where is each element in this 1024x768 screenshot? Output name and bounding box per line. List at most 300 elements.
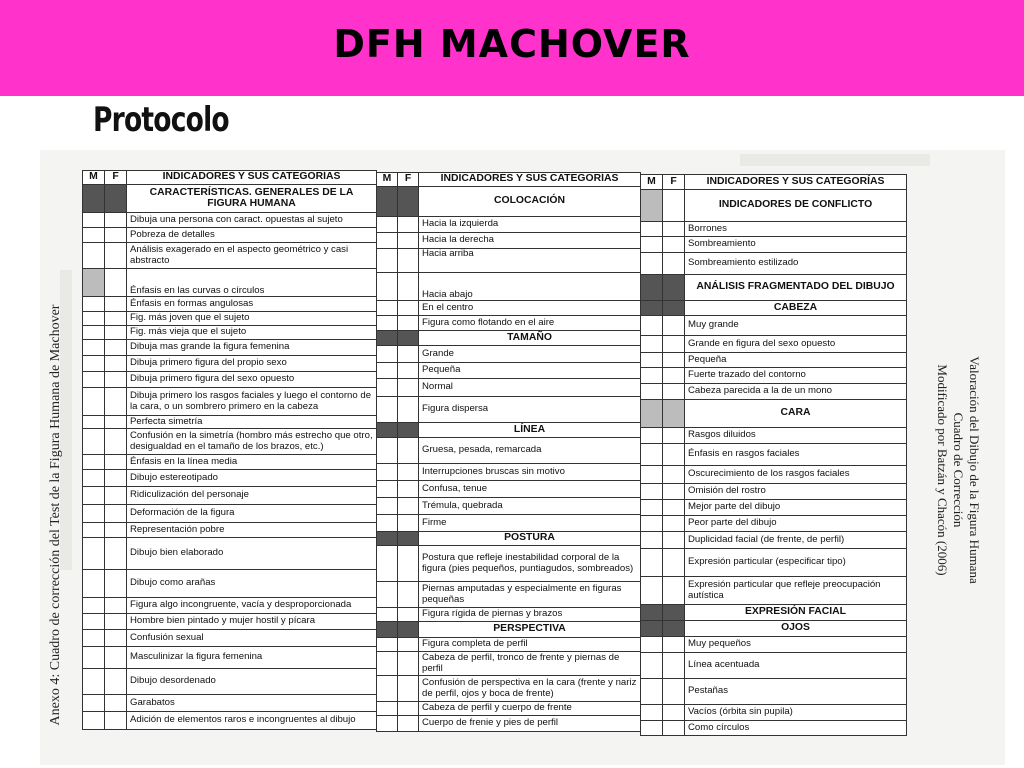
table-row <box>641 500 907 516</box>
indicator-label: Figura como flotando en el aire <box>419 316 641 331</box>
table-row <box>377 363 641 379</box>
indicator-label: Pequeña <box>419 363 641 379</box>
f-cell[interactable] <box>663 222 685 237</box>
indicator-label: Figura rígida de piernas y brazos <box>419 608 641 622</box>
m-cell[interactable] <box>377 638 398 652</box>
f-cell[interactable] <box>398 233 419 249</box>
indicator-label: Garabatos <box>127 695 377 712</box>
table-row <box>83 630 377 647</box>
table-row <box>83 297 377 312</box>
m-cell <box>83 185 105 213</box>
m-cell[interactable] <box>377 716 398 732</box>
f-cell[interactable] <box>663 532 685 549</box>
m-cell[interactable] <box>641 637 663 653</box>
m-cell <box>377 331 398 346</box>
f-cell[interactable] <box>663 316 685 336</box>
m-header: M <box>641 175 663 190</box>
table-row <box>83 269 377 297</box>
f-cell[interactable] <box>663 516 685 532</box>
f-cell[interactable] <box>398 608 419 622</box>
indicator-label: Confusión en la simetría (hombro más estrecho que otro, desigualdad en el tamaño de los brazos, etc.) <box>127 429 377 455</box>
table-row <box>377 379 641 397</box>
table-row <box>377 331 641 346</box>
f-cell[interactable] <box>105 669 127 695</box>
f-cell[interactable] <box>398 582 419 608</box>
f-cell[interactable] <box>398 515 419 532</box>
f-cell[interactable] <box>663 679 685 705</box>
indicator-label: Vacíos (órbita sin pupila) <box>685 705 907 721</box>
m-cell[interactable] <box>377 346 398 363</box>
f-cell <box>398 423 419 438</box>
m-cell[interactable] <box>377 438 398 464</box>
m-cell[interactable] <box>377 217 398 233</box>
f-cell[interactable] <box>105 455 127 470</box>
table-row <box>641 705 907 721</box>
table-row <box>641 190 907 222</box>
f-cell[interactable] <box>398 316 419 331</box>
m-cell[interactable] <box>641 705 663 721</box>
table-row <box>377 676 641 702</box>
m-header: M <box>83 171 105 185</box>
f-cell[interactable] <box>663 484 685 500</box>
indicator-label: Pequeña <box>685 353 907 368</box>
category-header: CARA <box>685 400 907 428</box>
indicator-label: Rasgos diluidos <box>685 428 907 444</box>
f-cell[interactable] <box>398 638 419 652</box>
f-cell[interactable] <box>398 652 419 676</box>
table-row <box>641 516 907 532</box>
table-row <box>641 577 907 605</box>
table-row <box>83 228 377 243</box>
m-cell[interactable] <box>83 356 105 372</box>
table-row <box>83 712 377 730</box>
m-cell[interactable] <box>83 269 105 297</box>
m-cell[interactable] <box>641 532 663 549</box>
section-subtitle: Protocolo <box>93 100 229 140</box>
indicator-label: Hacia la derecha <box>419 233 641 249</box>
f-cell[interactable] <box>105 326 127 340</box>
m-cell <box>377 622 398 638</box>
table-row <box>377 498 641 515</box>
m-cell <box>377 187 398 217</box>
indicator-label: Dibujo estereotipado <box>127 470 377 487</box>
f-cell <box>105 185 127 213</box>
m-cell[interactable] <box>377 546 398 582</box>
m-cell[interactable] <box>83 523 105 538</box>
m-cell[interactable] <box>377 301 398 316</box>
m-cell[interactable] <box>641 222 663 237</box>
m-cell[interactable] <box>641 679 663 705</box>
f-cell[interactable] <box>105 372 127 388</box>
category-header: CABEZA <box>685 301 907 316</box>
indicator-label: Confusión sexual <box>127 630 377 647</box>
indicator-label: Hacia la izquierda <box>419 217 641 233</box>
m-cell[interactable] <box>377 273 398 301</box>
indicator-label: Duplicidad facial (de frente, de perfil) <box>685 532 907 549</box>
table-row <box>377 481 641 498</box>
indicators-header: INDICADORES Y SUS CATEGORÍAS <box>419 173 641 187</box>
table-row <box>641 444 907 466</box>
f-cell[interactable] <box>663 384 685 400</box>
table-row <box>377 316 641 331</box>
f-cell[interactable] <box>398 546 419 582</box>
table-row <box>641 637 907 653</box>
f-cell[interactable] <box>398 702 419 716</box>
f-cell[interactable] <box>105 297 127 312</box>
f-cell[interactable] <box>663 705 685 721</box>
m-cell[interactable] <box>377 676 398 702</box>
f-cell[interactable] <box>105 538 127 570</box>
f-cell[interactable] <box>105 614 127 630</box>
f-cell[interactable] <box>663 336 685 353</box>
m-cell[interactable] <box>377 481 398 498</box>
f-cell[interactable] <box>105 388 127 416</box>
table-row <box>377 608 641 622</box>
table-row <box>641 222 907 237</box>
indicator-label: Dibuja primero figura del sexo opuesto <box>127 372 377 388</box>
indicator-label: Perfecta simetría <box>127 416 377 429</box>
f-cell[interactable] <box>663 653 685 679</box>
m-cell[interactable] <box>83 326 105 340</box>
m-cell[interactable] <box>83 213 105 228</box>
f-cell <box>398 331 419 346</box>
m-cell[interactable] <box>83 647 105 669</box>
f-cell[interactable] <box>398 301 419 316</box>
f-header: F <box>105 171 127 185</box>
table-row <box>377 464 641 481</box>
bleed-through-mark <box>740 154 930 166</box>
table-row <box>83 372 377 388</box>
f-cell[interactable] <box>105 523 127 538</box>
f-cell[interactable] <box>398 363 419 379</box>
f-cell[interactable] <box>105 340 127 356</box>
m-cell[interactable] <box>83 429 105 455</box>
table-row <box>377 515 641 532</box>
indicator-label: Hacia arriba <box>419 249 641 273</box>
table-header-row <box>377 173 641 187</box>
table-row <box>641 253 907 275</box>
table-row <box>83 185 377 213</box>
m-cell[interactable] <box>641 384 663 400</box>
f-header: F <box>663 175 685 190</box>
f-cell[interactable] <box>398 498 419 515</box>
m-cell[interactable] <box>641 721 663 736</box>
f-cell[interactable] <box>663 577 685 605</box>
indicator-label: Muy grande <box>685 316 907 336</box>
title-banner <box>0 0 1024 96</box>
table-row <box>83 388 377 416</box>
m-cell[interactable] <box>377 652 398 676</box>
f-cell[interactable] <box>398 676 419 702</box>
table-row <box>641 384 907 400</box>
f-cell[interactable] <box>105 470 127 487</box>
f-cell[interactable] <box>105 630 127 647</box>
table-row <box>641 549 907 577</box>
m-cell[interactable] <box>641 316 663 336</box>
indicator-label: Sombreamiento <box>685 237 907 253</box>
table-row <box>641 679 907 705</box>
m-cell[interactable] <box>377 233 398 249</box>
m-cell[interactable] <box>377 464 398 481</box>
m-cell[interactable] <box>83 416 105 429</box>
m-cell[interactable] <box>377 379 398 397</box>
m-cell[interactable] <box>83 598 105 614</box>
m-cell[interactable] <box>83 614 105 630</box>
f-cell[interactable] <box>398 464 419 481</box>
indicator-label: Hacia abajo <box>419 273 641 301</box>
table-row <box>641 275 907 301</box>
table-row <box>641 653 907 679</box>
m-cell[interactable] <box>377 582 398 608</box>
m-header: M <box>377 173 398 187</box>
table-row <box>377 273 641 301</box>
indicator-label: Dibuja primero los rasgos faciales y luego el contorno de la cara, o un sombrero primero en la cabeza <box>127 388 377 416</box>
table-row <box>641 336 907 353</box>
f-cell[interactable] <box>105 243 127 269</box>
table-row <box>83 570 377 598</box>
table-row <box>641 301 907 316</box>
m-cell[interactable] <box>83 669 105 695</box>
caption-right-text: Valoración del Dibujo de la Figura Humana <box>967 356 982 584</box>
f-cell[interactable] <box>663 466 685 484</box>
indicators-table-conflict <box>640 174 907 736</box>
indicator-label: Adición de elementos raros e incongruentes al dibujo <box>127 712 377 730</box>
indicator-label: Línea acentuada <box>685 653 907 679</box>
indicators-header: INDICADORES Y SUS CATEGORÍAS <box>127 171 377 185</box>
f-cell[interactable] <box>105 695 127 712</box>
f-cell[interactable] <box>398 346 419 363</box>
indicator-label: Peor parte del dibujo <box>685 516 907 532</box>
table-row <box>377 438 641 464</box>
f-cell[interactable] <box>105 213 127 228</box>
indicator-label: Hombre bien pintado y mujer hostil y pícara <box>127 614 377 630</box>
m-cell[interactable] <box>377 515 398 532</box>
m-cell[interactable] <box>377 702 398 716</box>
f-cell[interactable] <box>105 228 127 243</box>
f-cell[interactable] <box>663 253 685 275</box>
table-row <box>641 466 907 484</box>
table-row <box>83 429 377 455</box>
m-cell <box>641 400 663 428</box>
m-cell[interactable] <box>641 653 663 679</box>
f-cell[interactable] <box>663 237 685 253</box>
table-row <box>83 326 377 340</box>
indicator-label: Interrupciones bruscas sin motivo <box>419 464 641 481</box>
indicator-label: Confusa, tenue <box>419 481 641 498</box>
m-cell[interactable] <box>377 363 398 379</box>
indicator-label: Cabeza parecida a la de un mono <box>685 384 907 400</box>
m-cell[interactable] <box>641 237 663 253</box>
table-row <box>83 487 377 505</box>
table-row <box>83 647 377 669</box>
m-cell[interactable] <box>83 297 105 312</box>
indicator-label: Firme <box>419 515 641 532</box>
f-cell[interactable] <box>105 712 127 730</box>
table-row <box>83 470 377 487</box>
table-row <box>641 621 907 637</box>
table-row <box>641 721 907 736</box>
f-cell[interactable] <box>398 273 419 301</box>
indicator-label: Dibuja primero figura del propio sexo <box>127 356 377 372</box>
m-cell[interactable] <box>641 253 663 275</box>
category-header: ANÁLISIS FRAGMENTADO DEL DIBUJO <box>685 275 907 301</box>
m-cell[interactable] <box>83 712 105 730</box>
m-cell[interactable] <box>641 577 663 605</box>
indicator-label: Dibuja una persona con caract. opuestas al sujeto <box>127 213 377 228</box>
m-cell[interactable] <box>641 428 663 444</box>
indicator-label: Dibuja mas grande la figura femenina <box>127 340 377 356</box>
m-cell <box>641 605 663 621</box>
f-cell[interactable] <box>398 379 419 397</box>
m-cell[interactable] <box>83 372 105 388</box>
m-cell <box>377 423 398 438</box>
category-header: TAMAÑO <box>419 331 641 346</box>
table-row <box>377 301 641 316</box>
table-row <box>83 505 377 523</box>
f-cell[interactable] <box>663 500 685 516</box>
m-cell[interactable] <box>641 484 663 500</box>
table-row <box>377 546 641 582</box>
m-cell[interactable] <box>641 500 663 516</box>
indicator-label: Cabeza de perfil, tronco de frente y piernas de perfil <box>419 652 641 676</box>
indicator-label: Figura completa de perfil <box>419 638 641 652</box>
f-cell[interactable] <box>105 416 127 429</box>
m-cell[interactable] <box>83 243 105 269</box>
table-row <box>83 523 377 538</box>
f-cell[interactable] <box>398 481 419 498</box>
f-cell[interactable] <box>105 598 127 614</box>
table-row <box>641 237 907 253</box>
indicator-label: Grande <box>419 346 641 363</box>
f-cell[interactable] <box>105 429 127 455</box>
table-row <box>83 243 377 269</box>
f-cell[interactable] <box>663 549 685 577</box>
table-row <box>641 484 907 500</box>
indicator-label: Figura algo incongruente, vacía y desproporcionada <box>127 598 377 614</box>
m-cell[interactable] <box>83 630 105 647</box>
indicator-label: Piernas amputadas y especialmente en figuras pequeñas <box>419 582 641 608</box>
table-row <box>641 605 907 621</box>
m-cell[interactable] <box>83 570 105 598</box>
m-cell[interactable] <box>83 470 105 487</box>
indicator-label: Expresión particular que refleje preocupación autística <box>685 577 907 605</box>
indicators-header: INDICADORES Y SUS CATEGORÍAS <box>685 175 907 190</box>
table-row <box>83 312 377 326</box>
indicator-label: Énfasis en la línea media <box>127 455 377 470</box>
f-cell[interactable] <box>663 368 685 384</box>
table-row <box>377 217 641 233</box>
m-cell[interactable] <box>377 498 398 515</box>
f-cell[interactable] <box>105 487 127 505</box>
f-cell[interactable] <box>663 637 685 653</box>
table-row <box>83 669 377 695</box>
f-cell[interactable] <box>398 217 419 233</box>
indicator-label: Fuerte trazado del contorno <box>685 368 907 384</box>
f-cell[interactable] <box>663 444 685 466</box>
category-header: EXPRESIÓN FACIAL <box>685 605 907 621</box>
m-cell[interactable] <box>377 608 398 622</box>
m-cell[interactable] <box>377 249 398 273</box>
category-header: OJOS <box>685 621 907 637</box>
f-cell <box>663 605 685 621</box>
f-cell[interactable] <box>663 721 685 736</box>
m-cell[interactable] <box>641 516 663 532</box>
m-cell[interactable] <box>641 444 663 466</box>
m-cell[interactable] <box>377 397 398 423</box>
m-cell[interactable] <box>83 388 105 416</box>
indicator-label: Muy pequeños <box>685 637 907 653</box>
m-cell[interactable] <box>641 466 663 484</box>
f-cell[interactable] <box>105 269 127 297</box>
f-cell <box>398 187 419 217</box>
indicator-label: Dibujo desordenado <box>127 669 377 695</box>
indicator-label: Ridiculización del personaje <box>127 487 377 505</box>
indicator-label: Trémula, quebrada <box>419 498 641 515</box>
f-cell[interactable] <box>398 716 419 732</box>
indicator-label: Expresión particular (especificar tipo) <box>685 549 907 577</box>
f-cell[interactable] <box>398 397 419 423</box>
m-cell[interactable] <box>641 549 663 577</box>
indicator-label: Dibujo como arañas <box>127 570 377 598</box>
indicator-label: Análisis exagerado en el aspecto geométrico y casi abstracto <box>127 243 377 269</box>
f-cell[interactable] <box>663 353 685 368</box>
table-row <box>377 638 641 652</box>
m-cell[interactable] <box>641 353 663 368</box>
f-cell <box>398 532 419 546</box>
table-row <box>83 213 377 228</box>
m-cell[interactable] <box>641 368 663 384</box>
indicator-label: Omisión del rostro <box>685 484 907 500</box>
f-cell <box>663 190 685 222</box>
indicator-label: Normal <box>419 379 641 397</box>
f-cell[interactable] <box>105 647 127 669</box>
f-cell[interactable] <box>105 356 127 372</box>
m-cell[interactable] <box>83 340 105 356</box>
m-cell[interactable] <box>377 316 398 331</box>
indicator-label: Deformación de la figura <box>127 505 377 523</box>
m-cell <box>641 275 663 301</box>
f-cell[interactable] <box>105 312 127 326</box>
table-row <box>641 353 907 368</box>
m-cell <box>641 190 663 222</box>
table-row <box>83 455 377 470</box>
table-row <box>377 652 641 676</box>
m-cell[interactable] <box>83 538 105 570</box>
m-cell[interactable] <box>83 487 105 505</box>
indicator-label: Sombreamiento estilizado <box>685 253 907 275</box>
m-cell[interactable] <box>83 455 105 470</box>
table-row <box>83 598 377 614</box>
f-cell[interactable] <box>398 249 419 273</box>
m-cell[interactable] <box>641 336 663 353</box>
indicator-label: Pobreza de detalles <box>127 228 377 243</box>
f-cell[interactable] <box>663 428 685 444</box>
m-cell[interactable] <box>83 695 105 712</box>
f-cell[interactable] <box>398 438 419 464</box>
f-cell[interactable] <box>105 505 127 523</box>
indicator-label: Énfasis en las curvas o círculos <box>127 269 377 297</box>
m-cell[interactable] <box>83 312 105 326</box>
indicator-label: Grande en figura del sexo opuesto <box>685 336 907 353</box>
table-row <box>83 340 377 356</box>
m-cell[interactable] <box>83 228 105 243</box>
m-cell <box>641 301 663 316</box>
category-header: COLOCACIÓN <box>419 187 641 217</box>
category-header: LÍNEA <box>419 423 641 438</box>
indicator-label: Dibujo bien elaborado <box>127 538 377 570</box>
f-cell[interactable] <box>105 570 127 598</box>
m-cell[interactable] <box>83 505 105 523</box>
